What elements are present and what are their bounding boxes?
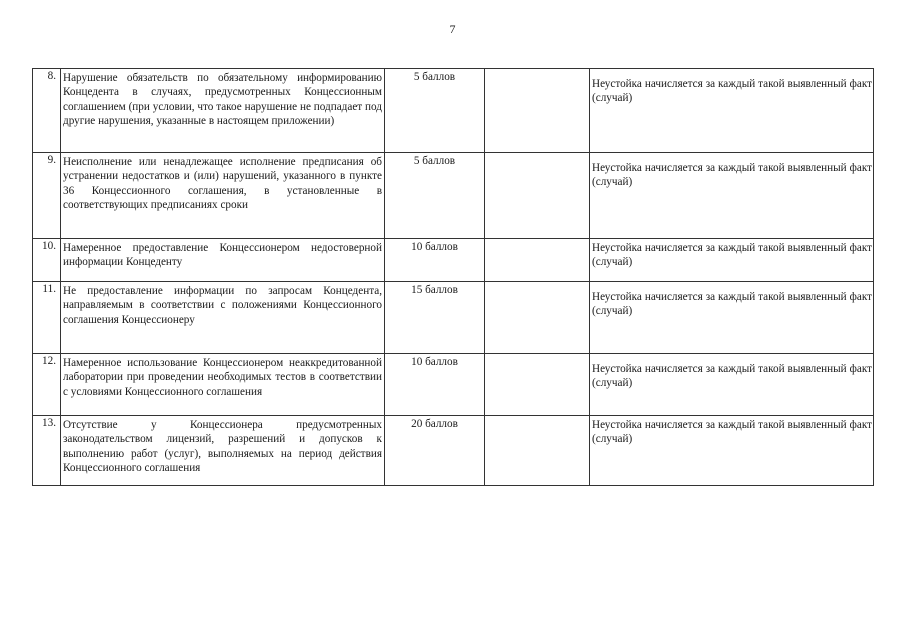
penalty-amount: 20 баллов	[385, 416, 485, 486]
penalty-note	[590, 239, 874, 282]
violation-description-text: Отсутствие у Концессионера предусмотренных законодательством лицензий, разрешений и допусков к выполнению работ (услуг), выполняемых на период действия Концессионного соглашения	[63, 419, 382, 475]
penalty-amount: 15 баллов	[385, 282, 485, 354]
table-row	[33, 239, 874, 282]
penalty-note	[590, 69, 874, 153]
penalty-note-text: Неустойка начисляется за каждый такой выявленный факт (случай)	[592, 291, 872, 318]
penalty-note-text: Неустойка начисляется за каждый такой выявленный факт (случай)	[592, 363, 872, 390]
row-number: 13.	[33, 416, 61, 486]
table-row	[33, 282, 874, 354]
violation-description-text: Нарушение обязательств по обязательному информированию Концедента в случаях, предусмотренных Концессионным соглашением (при условии, что такое нарушение не подпадает под другие нарушения, указанные в настоящем приложении)	[63, 72, 382, 128]
violation-description	[61, 239, 385, 282]
empty-cell	[485, 239, 590, 282]
penalty-amount: 10 баллов	[385, 354, 485, 416]
penalty-note-text: Неустойка начисляется за каждый такой выявленный факт (случай)	[592, 78, 872, 105]
violation-description	[61, 354, 385, 416]
table-row	[33, 69, 874, 153]
penalty-note-text: Неустойка начисляется за каждый такой выявленный факт (случай)	[592, 419, 872, 446]
row-number: 12.	[33, 354, 61, 416]
penalty-note-text: Неустойка начисляется за каждый такой выявленный факт (случай)	[592, 242, 872, 269]
empty-cell	[485, 282, 590, 354]
violation-description	[61, 282, 385, 354]
violation-description	[61, 153, 385, 239]
penalty-note-text: Неустойка начисляется за каждый такой выявленный факт (случай)	[592, 162, 872, 189]
penalty-note	[590, 282, 874, 354]
violation-description-text: Неисполнение или ненадлежащее исполнение предписания об устранении недостатков и (или) нарушений, указанного в пункте 36 Концессионного соглашения, в установленные в соответствующих предписаниях сроки	[63, 156, 382, 212]
violation-description-text: Намеренное предоставление Концессионером недостоверной информации Концеденту	[63, 242, 382, 269]
row-number: 9.	[33, 153, 61, 239]
empty-cell	[485, 153, 590, 239]
penalties-table	[32, 68, 874, 486]
row-number: 11.	[33, 282, 61, 354]
table-row	[33, 354, 874, 416]
table-row	[33, 416, 874, 486]
violation-description	[61, 69, 385, 153]
penalty-amount: 5 баллов	[385, 153, 485, 239]
empty-cell	[485, 354, 590, 416]
penalty-note	[590, 354, 874, 416]
table-row	[33, 153, 874, 239]
penalty-amount: 5 баллов	[385, 69, 485, 153]
violation-description-text: Не предоставление информации по запросам Концедента, направляемым в соответствии с положениями Концессионного соглашения Концессионеру	[63, 285, 382, 326]
empty-cell	[485, 416, 590, 486]
penalty-note	[590, 153, 874, 239]
row-number: 8.	[33, 69, 61, 153]
row-number: 10.	[33, 239, 61, 282]
page-number: 7	[449, 22, 456, 36]
violation-description-text: Намеренное использование Концессионером неаккредитованной лаборатории при проведении необходимых тестов в соответствии с условиями Концессионного соглашения	[63, 357, 382, 398]
empty-cell	[485, 69, 590, 153]
penalty-amount: 10 баллов	[385, 239, 485, 282]
penalty-note	[590, 416, 874, 486]
violation-description	[61, 416, 385, 486]
